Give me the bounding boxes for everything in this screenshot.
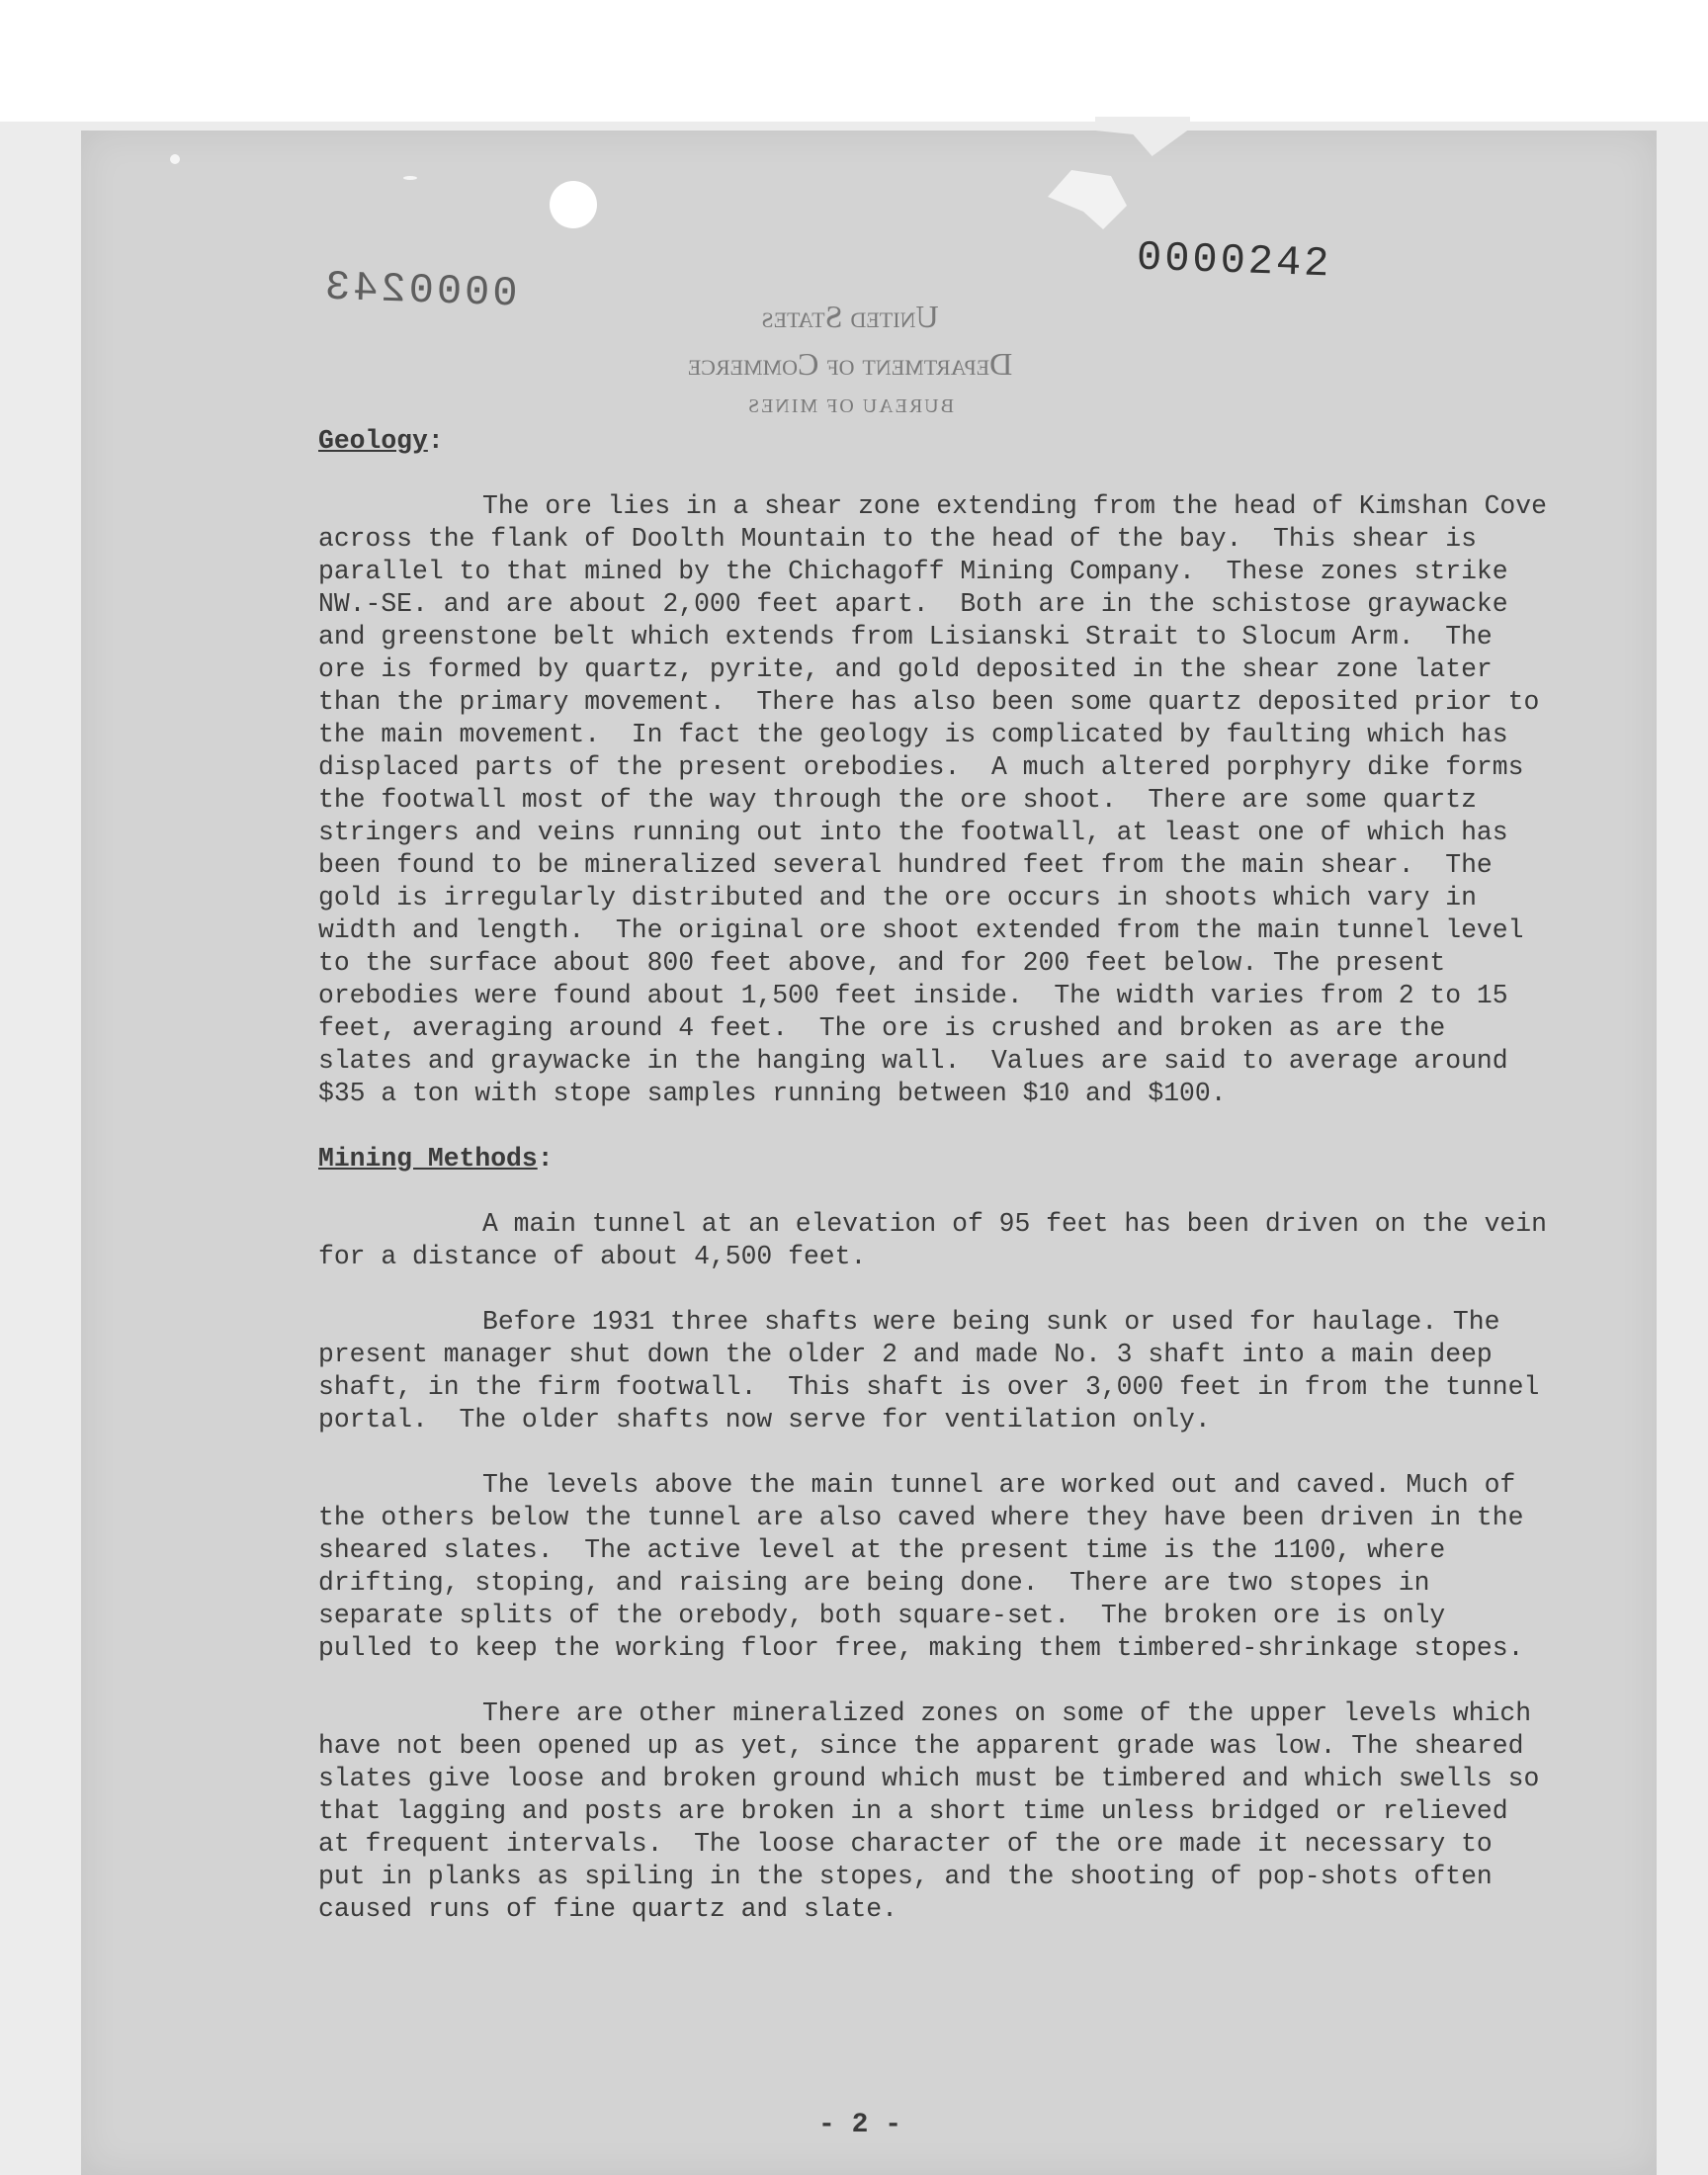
mirrored-stamp-number: 0000243 [321,263,519,318]
geology-heading: Geology [318,426,428,456]
mining-paragraph-3 [318,1469,1554,1665]
mining-paragraph-4 [318,1697,1554,1926]
document-body [318,425,1563,1926]
mining-paragraph-1-text: A main tunnel at an elevation of 95 feet has been driven on the vein for a distance of about 4,500 feet. [318,1209,1563,1271]
geology-heading-line [318,425,1554,458]
mining-paragraph-2 [318,1306,1554,1436]
letterhead-line-3: BUREAU OF MINES [745,395,955,417]
mining-paragraph-2-text: Before 1931 three shafts were being sunk or used for haulage. The present manager shut down the older 2 and made No. 3 shaft into a main deep shaft, in the firm footwall. This shaft is over 3,000 feet in from the tunnel portal. The older shafts now serve for ventilation only. [318,1307,1556,1435]
paper-speck [170,154,180,164]
letterhead-line-1: United States [761,299,939,334]
mining-paragraph-4-text: There are other mineralized zones on some of the upper levels which have not been opened up as yet, since the apparent grade was low. The sheared slates give loose and broken ground which must be timbered and which swells so that lagging and posts are broken in a short time unless bridged or relieved at frequent intervals. The loose character of the ore made it necessary to put in planks as spiling in the stopes, and the shooting of pop-shots often caused runs of fine quartz and slate. [318,1698,1556,1924]
paper-speck [403,176,417,180]
geology-paragraph [318,490,1563,1110]
stamp-number: 0000242 [1136,233,1333,289]
geology-paragraph-text: The ore lies in a shear zone extending from the head of Kimshan Cove across the flank of Doolth Mountain to the head of the bay. This shear is parallel to that mined by the Chichagoff Mining Company. These zones strike NW.-SE. and are about 2,000 feet apart. Both are in the schistose graywacke and greenstone belt which extends from Lisianski Strait to Slocum Arm. The ore is formed by quartz, pyrite, and gold deposited in the shear zone later than the primary movement. There has also been some quartz deposited prior to the main movement. In fact the geology is complicated by faulting which has displaced parts of the present orebodies. A much altered porphyry dike forms the footwall most of the way through the ore shoot. There are some quartz stringers and veins running out into the footwall, at least one of which has been found to be mineralized several hundred feet from the main shear. The gold is irregularly distributed and the ore occurs in shoots which vary in width and length. The original ore shoot extended from the main tunnel level to the surface about 800 feet above, and for 200 feet below. The present orebodies were found about 1,500 feet inside. The width varies from 2 to 15 feet, averaging around 4 feet. The ore is crushed and broken as are the slates and graywacke in the hanging wall. Values are said to average around $35 a ton with stope samples running between $10 and $100. [318,491,1563,1108]
page-number: - 2 - [817,2110,901,2140]
geology-heading-colon: : [427,426,444,456]
mining-methods-heading: Mining Methods [318,1144,538,1174]
mining-methods-heading-colon: : [537,1144,554,1174]
mining-paragraph-3-text: The levels above the main tunnel are worked out and caved. Much of the others below the tunnel are also caved where they have been driven in the sheared slates. The active level at the present time is the 1100, where drifting, stoping, and raising are being done. There are two stopes in separate splits of the orebody, both square-set. The broken ore is only pulled to keep the working floor free, making them timbered-shrinkage stopes. [318,1470,1540,1663]
punch-hole [550,181,597,228]
mining-methods-heading-line [318,1143,1554,1175]
mining-paragraph-1 [318,1208,1563,1273]
letterhead-line-2: Department of Commerce [687,346,1013,382]
